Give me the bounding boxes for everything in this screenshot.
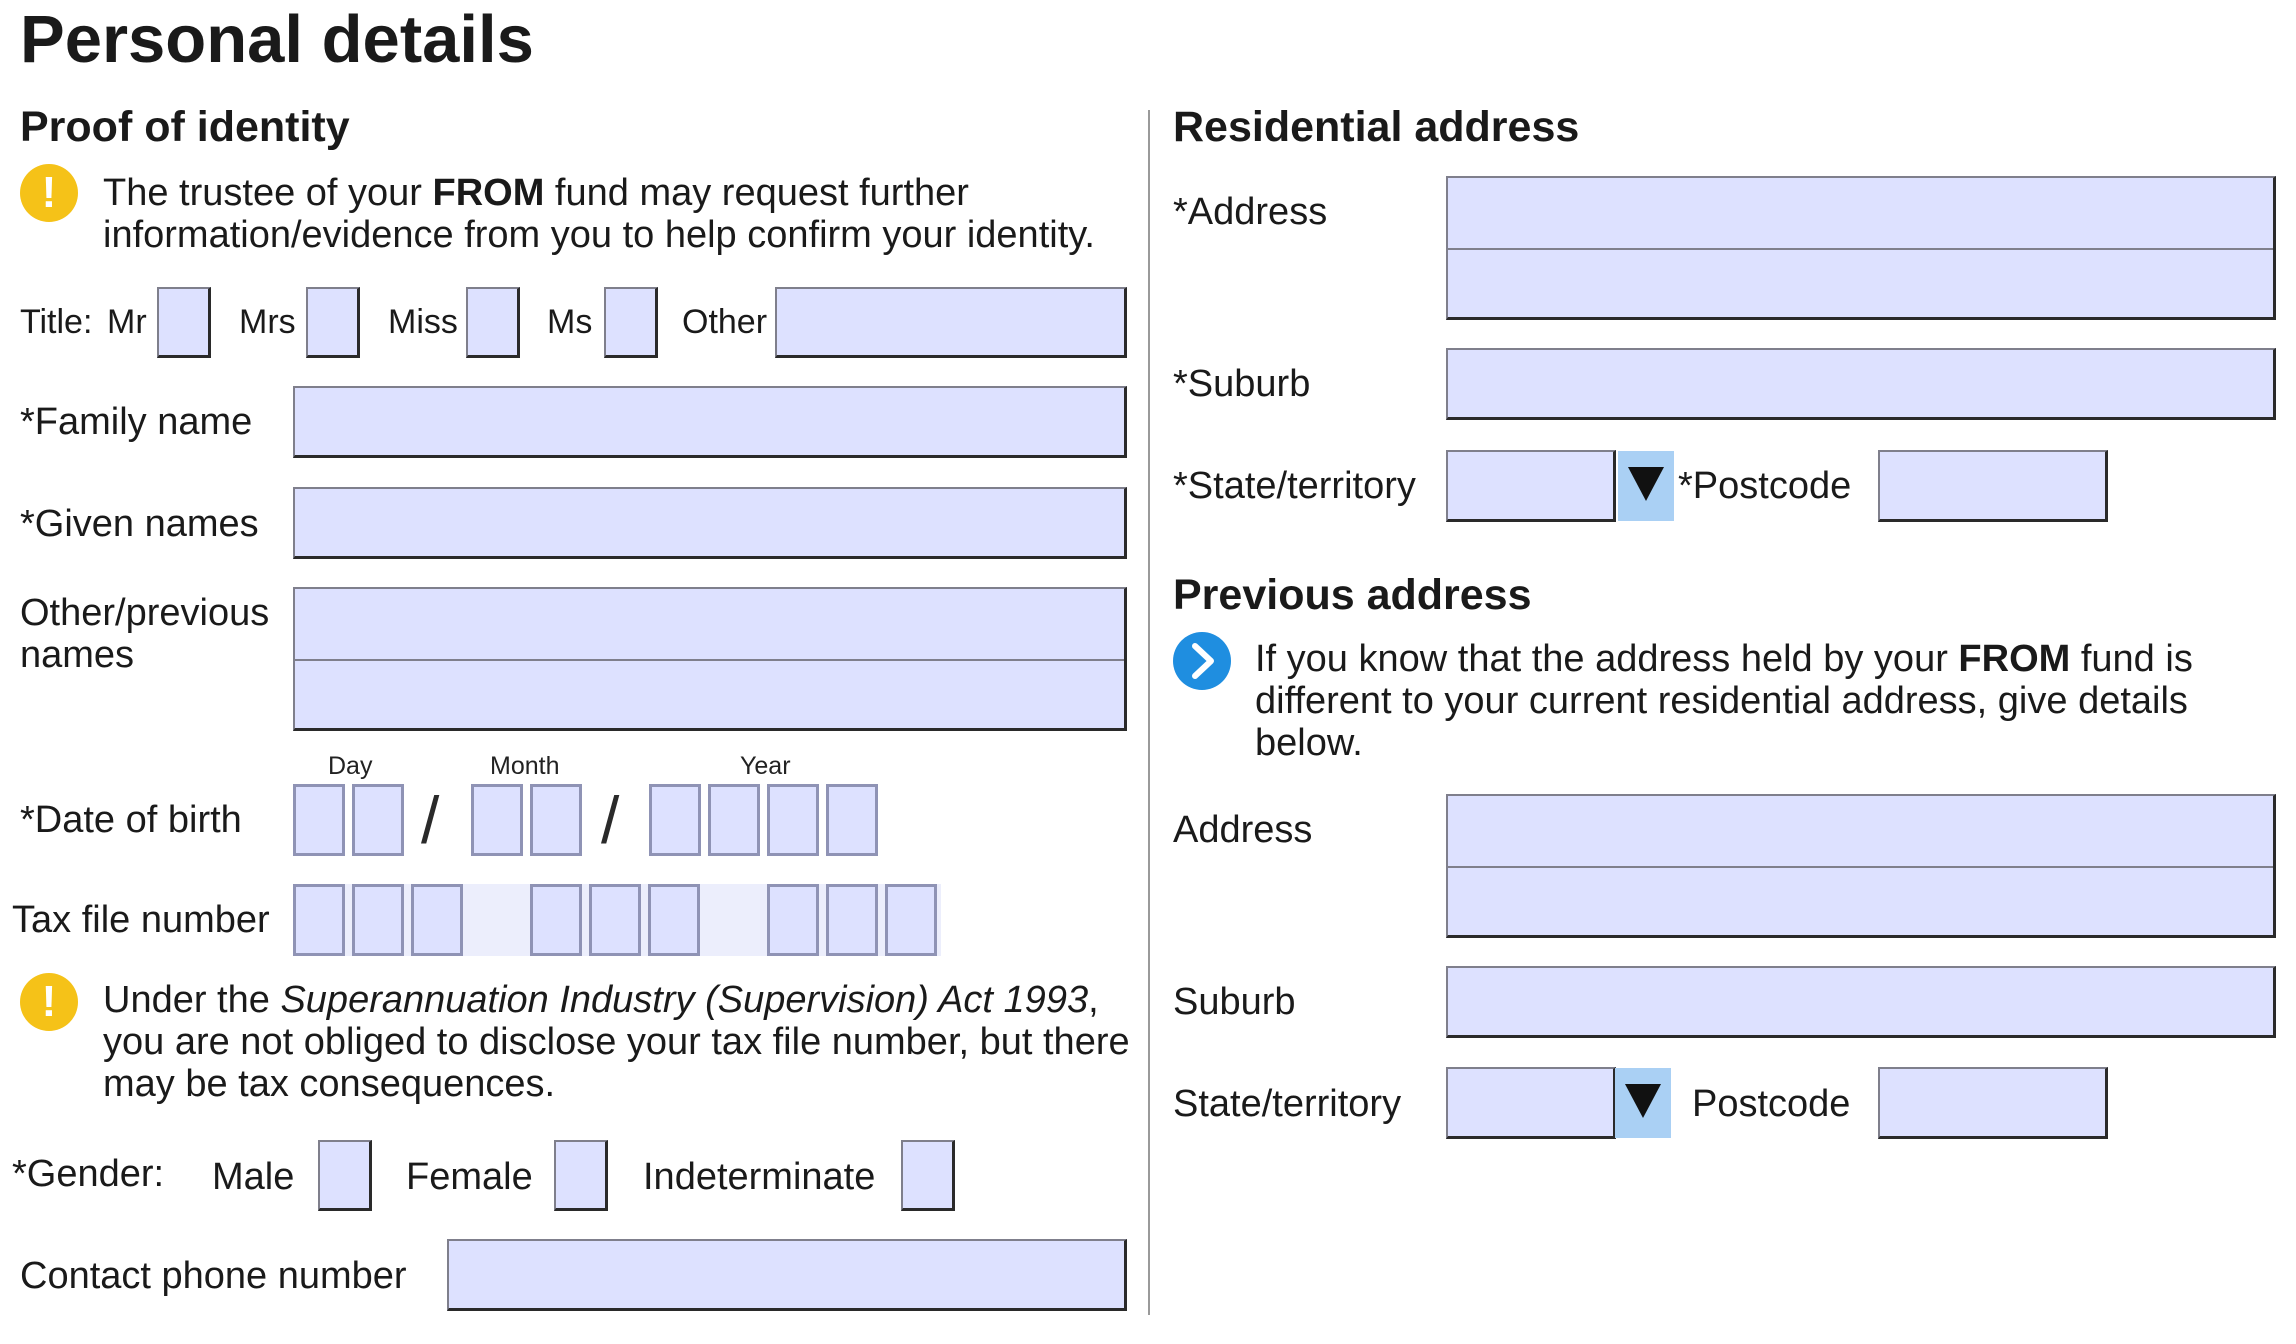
title-option-mrs-label: Mrs (239, 303, 296, 341)
page-title: Personal details (20, 2, 534, 77)
previous-suburb-label: Suburb (1173, 981, 1296, 1023)
gender-female-label: Female (406, 1156, 533, 1198)
previous-state-select[interactable] (1446, 1067, 1616, 1139)
family-name-label: *Family name (20, 401, 253, 443)
tfn-digit-7[interactable] (767, 884, 819, 956)
dob-day-digit-2[interactable] (352, 784, 404, 856)
previous-postcode-input[interactable] (1878, 1067, 2108, 1139)
contact-phone-input[interactable] (447, 1239, 1127, 1311)
tfn-digit-1[interactable] (293, 884, 345, 956)
chevron-right-icon (1173, 632, 1231, 690)
gender-label: *Gender: (12, 1153, 165, 1195)
triangle-down-icon (1618, 451, 1674, 521)
title-miss-checkbox[interactable] (466, 287, 520, 358)
title-option-miss-label: Miss (388, 303, 458, 341)
gender-indeterminate-label: Indeterminate (643, 1156, 876, 1198)
previous-state-label: State/territory (1173, 1083, 1402, 1125)
dob-day-digit-1[interactable] (293, 784, 345, 856)
section-title-previous-address: Previous address (1173, 571, 1532, 619)
triangle-down-icon (1615, 1068, 1671, 1138)
section-title-residential-address: Residential address (1173, 103, 1580, 151)
title-label: Title: (20, 303, 93, 341)
residential-state-select[interactable] (1446, 450, 1616, 522)
given-names-input[interactable] (293, 487, 1127, 559)
residential-postcode-input[interactable] (1878, 450, 2108, 522)
residential-state-label: *State/territory (1173, 465, 1416, 507)
dob-year-digit-3[interactable] (767, 784, 819, 856)
gender-indeterminate-checkbox[interactable] (901, 1140, 955, 1211)
residential-postcode-label: *Postcode (1678, 465, 1852, 507)
residential-suburb-label: *Suburb (1173, 363, 1311, 405)
dob-day-caption: Day (328, 752, 373, 780)
exclamation-icon: ! (20, 973, 78, 1031)
title-option-ms-label: Ms (547, 303, 593, 341)
residential-address-input[interactable] (1446, 176, 2276, 320)
residential-address-label: *Address (1173, 191, 1328, 233)
title-mr-checkbox[interactable] (157, 287, 211, 358)
dob-month-digit-2[interactable] (530, 784, 582, 856)
previous-state-dropdown-button[interactable] (1615, 1068, 1671, 1138)
dob-year-digit-2[interactable] (708, 784, 760, 856)
dob-separator-2: / (601, 783, 620, 857)
title-other-input[interactable] (775, 287, 1127, 358)
gender-female-checkbox[interactable] (554, 1140, 608, 1211)
exclamation-icon: ! (20, 164, 78, 222)
gender-male-checkbox[interactable] (318, 1140, 372, 1211)
previous-address-label: Address (1173, 809, 1313, 851)
contact-phone-label: Contact phone number (20, 1255, 407, 1297)
tfn-label: Tax file number (12, 899, 270, 941)
title-option-mr-label: Mr (107, 303, 147, 341)
tfn-digit-4[interactable] (530, 884, 582, 956)
family-name-input[interactable] (293, 386, 1127, 458)
tfn-digit-5[interactable] (589, 884, 641, 956)
section-title-proof-of-identity: Proof of identity (20, 103, 350, 151)
dob-separator-1: / (421, 783, 440, 857)
other-names-label: Other/previous names (20, 592, 270, 676)
dob-month-caption: Month (490, 752, 560, 780)
residential-state-dropdown-button[interactable] (1618, 451, 1674, 521)
previous-address-note: If you know that the address held by your FROM fund is different to your current residential address, give details below. (1255, 638, 2193, 764)
previous-postcode-label: Postcode (1692, 1083, 1851, 1125)
title-ms-checkbox[interactable] (604, 287, 658, 358)
gender-male-label: Male (212, 1156, 295, 1198)
dob-month-digit-1[interactable] (471, 784, 523, 856)
title-option-other-label: Other (682, 303, 768, 341)
previous-suburb-input[interactable] (1446, 966, 2276, 1038)
dob-year-digit-1[interactable] (649, 784, 701, 856)
dob-year-digit-4[interactable] (826, 784, 878, 856)
identity-note: The trustee of your FROM fund may request further information/evidence from you to help confirm your identity. (103, 172, 1095, 256)
other-names-input[interactable] (293, 587, 1127, 731)
previous-address-input[interactable] (1446, 794, 2276, 938)
given-names-label: *Given names (20, 503, 259, 545)
column-divider (1148, 110, 1150, 1315)
tfn-digit-8[interactable] (826, 884, 878, 956)
dob-label: *Date of birth (20, 799, 242, 841)
residential-suburb-input[interactable] (1446, 348, 2276, 420)
dob-year-caption: Year (740, 752, 791, 780)
tfn-digit-2[interactable] (352, 884, 404, 956)
tfn-digit-9[interactable] (885, 884, 937, 956)
tfn-digit-3[interactable] (411, 884, 463, 956)
title-mrs-checkbox[interactable] (306, 287, 360, 358)
tfn-digit-6[interactable] (648, 884, 700, 956)
tfn-note: Under the Superannuation Industry (Supervision) Act 1993, you are not obliged to disclose your tax file number, but there may be tax consequences. (103, 979, 1130, 1105)
